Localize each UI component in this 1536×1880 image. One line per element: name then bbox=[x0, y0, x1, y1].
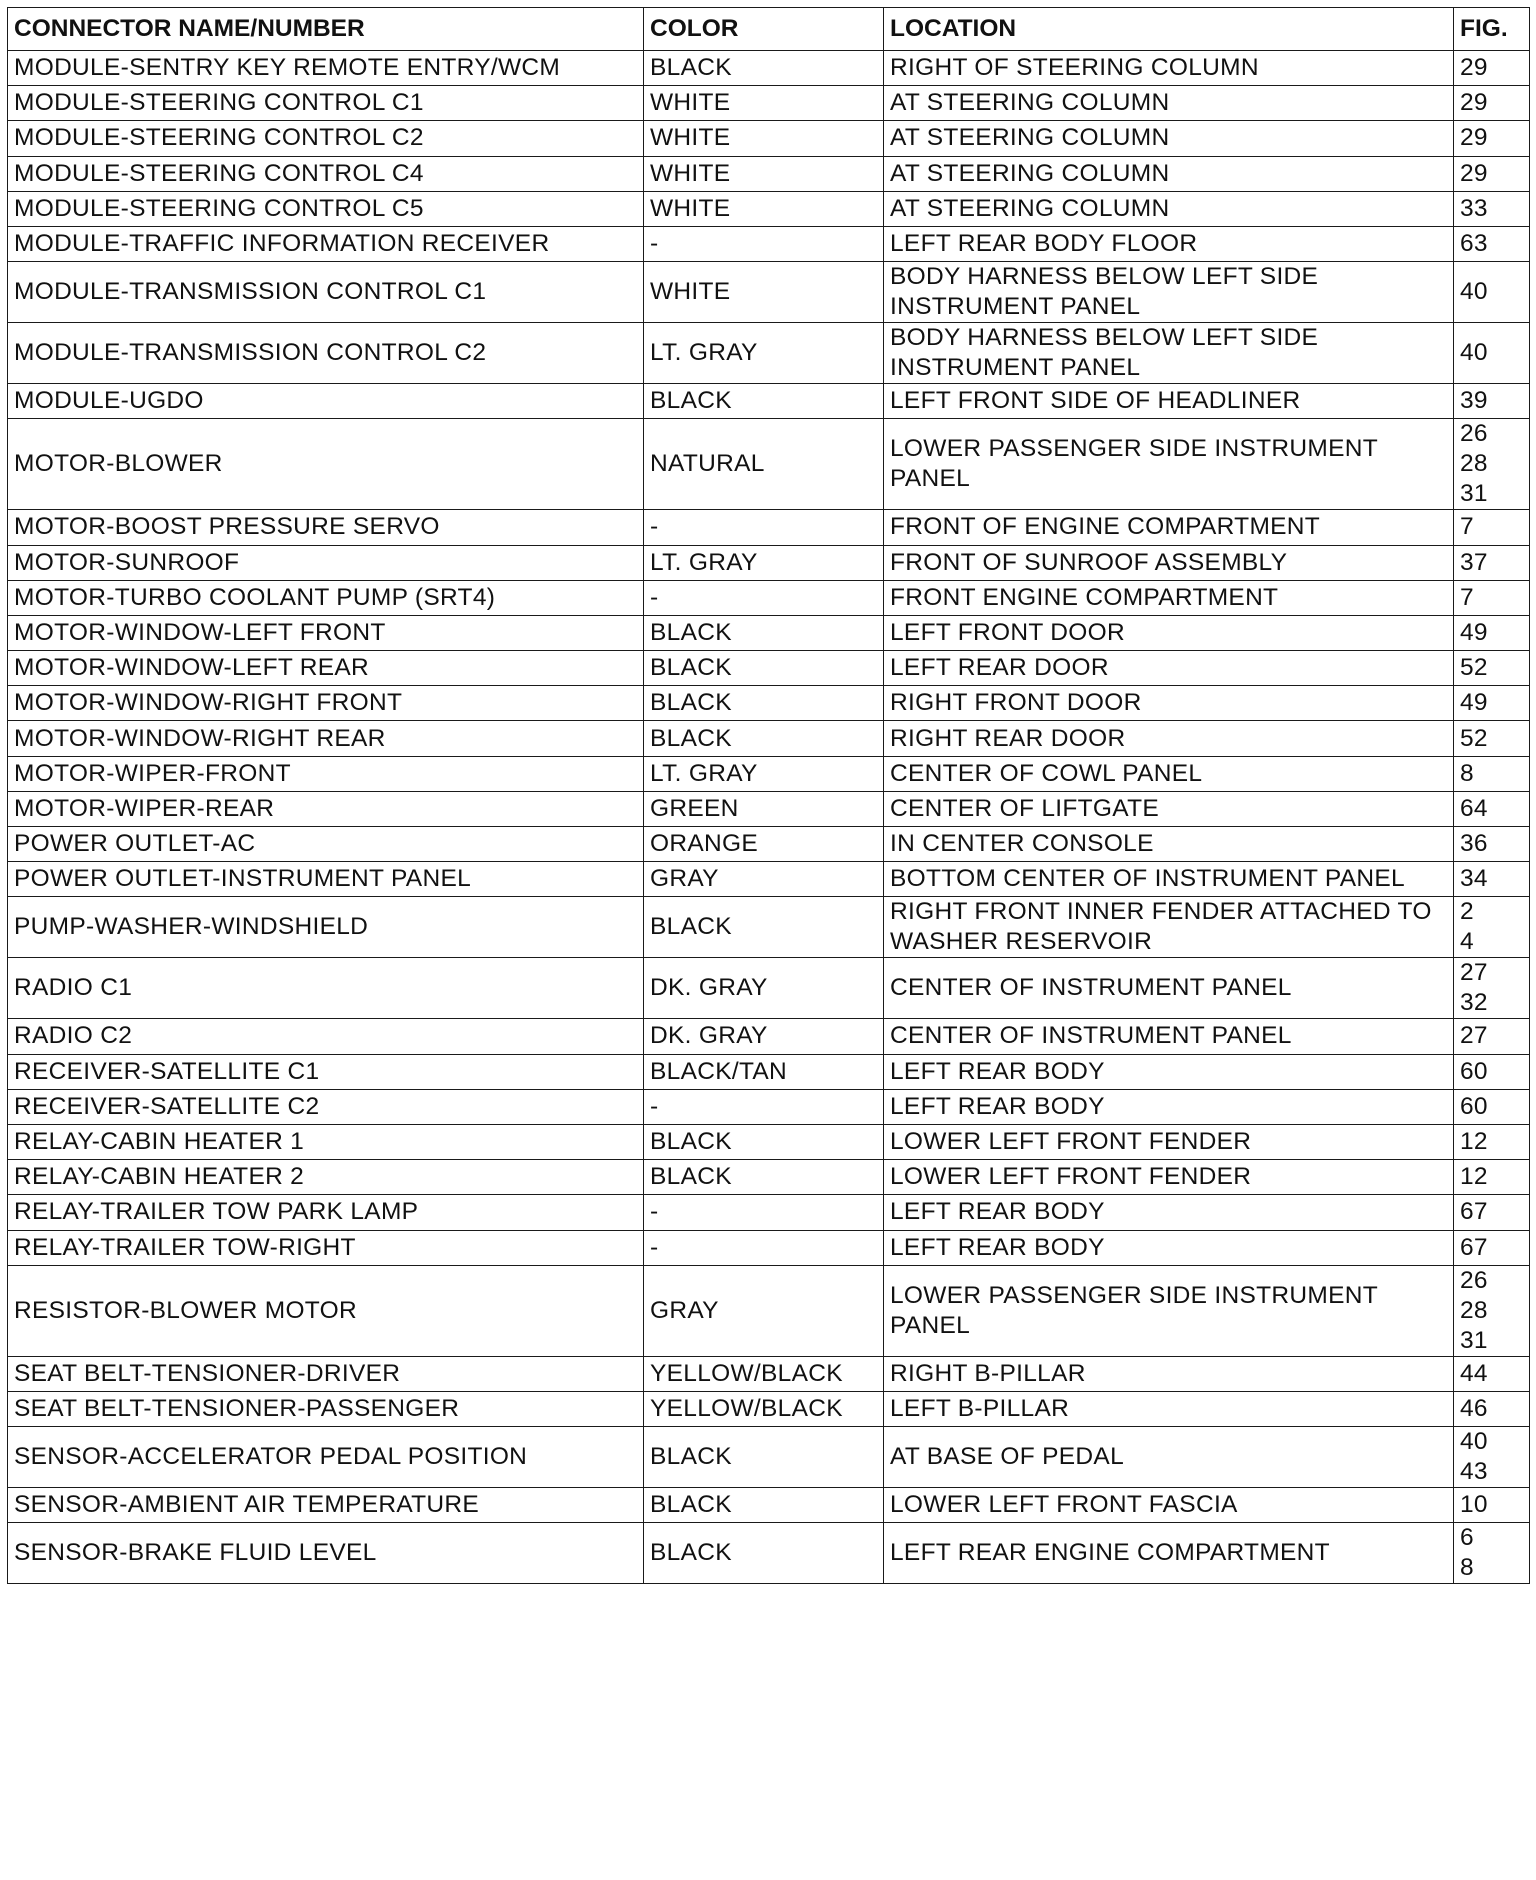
cell-fig bbox=[1454, 615, 1530, 650]
cell-color: LT. GRAY bbox=[644, 323, 884, 384]
fig-number: 33 bbox=[1460, 194, 1488, 222]
cell-fig bbox=[1454, 384, 1530, 419]
cell-connector-name: RELAY-CABIN HEATER 1 bbox=[8, 1124, 644, 1159]
fig-number: 43 bbox=[1460, 1458, 1488, 1486]
cell-location: AT STEERING COLUMN bbox=[884, 121, 1454, 156]
cell-location: IN CENTER CONSOLE bbox=[884, 827, 1454, 862]
cell-location: CENTER OF INSTRUMENT PANEL bbox=[884, 1019, 1454, 1054]
cell-connector-name: POWER OUTLET-AC bbox=[8, 827, 644, 862]
cell-fig bbox=[1454, 86, 1530, 121]
cell-color: BLACK bbox=[644, 1124, 884, 1159]
fig-number: 32 bbox=[1460, 989, 1488, 1017]
cell-location: LEFT FRONT DOOR bbox=[884, 615, 1454, 650]
cell-location: LEFT REAR BODY bbox=[884, 1054, 1454, 1089]
cell-connector-name: MOTOR-WINDOW-LEFT REAR bbox=[8, 651, 644, 686]
cell-location: AT BASE OF PEDAL bbox=[884, 1427, 1454, 1488]
cell-color: - bbox=[644, 510, 884, 545]
fig-number: 39 bbox=[1460, 387, 1488, 415]
cell-color: - bbox=[644, 1230, 884, 1265]
cell-fig bbox=[1454, 545, 1530, 580]
fig-number: 40 bbox=[1460, 339, 1488, 367]
cell-location: RIGHT FRONT DOOR bbox=[884, 686, 1454, 721]
table-row bbox=[8, 226, 1530, 261]
cell-connector-name: MOTOR-WINDOW-RIGHT FRONT bbox=[8, 686, 644, 721]
table-row bbox=[8, 686, 1530, 721]
cell-connector-name: MODULE-STEERING CONTROL C2 bbox=[8, 121, 644, 156]
cell-location: CENTER OF LIFTGATE bbox=[884, 791, 1454, 826]
table-row bbox=[8, 384, 1530, 419]
table-row bbox=[8, 262, 1530, 323]
fig-number: 27 bbox=[1460, 959, 1488, 987]
table-row bbox=[8, 1356, 1530, 1391]
cell-location: LEFT REAR DOOR bbox=[884, 651, 1454, 686]
cell-color: WHITE bbox=[644, 191, 884, 226]
table-row bbox=[8, 615, 1530, 650]
cell-fig bbox=[1454, 51, 1530, 86]
fig-number: 31 bbox=[1460, 1326, 1488, 1354]
cell-fig bbox=[1454, 897, 1530, 958]
cell-color: - bbox=[644, 226, 884, 261]
cell-location: CENTER OF COWL PANEL bbox=[884, 756, 1454, 791]
cell-fig bbox=[1454, 1054, 1530, 1089]
cell-location: LOWER LEFT FRONT FENDER bbox=[884, 1124, 1454, 1159]
table-row bbox=[8, 756, 1530, 791]
cell-connector-name: RECEIVER-SATELLITE C2 bbox=[8, 1089, 644, 1124]
cell-fig bbox=[1454, 721, 1530, 756]
cell-color: BLACK/TAN bbox=[644, 1054, 884, 1089]
table-row bbox=[8, 791, 1530, 826]
cell-connector-name: MOTOR-BOOST PRESSURE SERVO bbox=[8, 510, 644, 545]
cell-color: - bbox=[644, 580, 884, 615]
cell-color: - bbox=[644, 1089, 884, 1124]
fig-number: 28 bbox=[1460, 1296, 1488, 1324]
table-row bbox=[8, 897, 1530, 958]
fig-number: 40 bbox=[1460, 278, 1488, 306]
cell-connector-name: SEAT BELT-TENSIONER-PASSENGER bbox=[8, 1391, 644, 1426]
cell-color: - bbox=[644, 1195, 884, 1230]
fig-number: 2 bbox=[1460, 898, 1474, 926]
cell-connector-name: RELAY-TRAILER TOW PARK LAMP bbox=[8, 1195, 644, 1230]
fig-number: 49 bbox=[1460, 689, 1488, 717]
fig-number: 26 bbox=[1460, 1266, 1488, 1294]
cell-fig bbox=[1454, 1523, 1530, 1584]
cell-color: BLACK bbox=[644, 1523, 884, 1584]
cell-color: BLACK bbox=[644, 51, 884, 86]
cell-location: BOTTOM CENTER OF INSTRUMENT PANEL bbox=[884, 862, 1454, 897]
table-body bbox=[8, 51, 1530, 1584]
fig-number: 49 bbox=[1460, 618, 1488, 646]
cell-location: LOWER LEFT FRONT FENDER bbox=[884, 1160, 1454, 1195]
table-row bbox=[8, 1391, 1530, 1426]
cell-color: BLACK bbox=[644, 686, 884, 721]
table-row bbox=[8, 86, 1530, 121]
table-row bbox=[8, 545, 1530, 580]
cell-fig bbox=[1454, 862, 1530, 897]
cell-location: BODY HARNESS BELOW LEFT SIDE INSTRUMENT PANEL bbox=[884, 323, 1454, 384]
cell-color: BLACK bbox=[644, 651, 884, 686]
fig-number: 46 bbox=[1460, 1394, 1488, 1422]
cell-location: LEFT REAR BODY bbox=[884, 1089, 1454, 1124]
cell-location: RIGHT B-PILLAR bbox=[884, 1356, 1454, 1391]
fig-number: 64 bbox=[1460, 794, 1488, 822]
cell-location: LEFT REAR BODY bbox=[884, 1195, 1454, 1230]
cell-connector-name: MODULE-TRANSMISSION CONTROL C1 bbox=[8, 262, 644, 323]
cell-color: ORANGE bbox=[644, 827, 884, 862]
table-row bbox=[8, 958, 1530, 1019]
cell-connector-name: MODULE-STEERING CONTROL C1 bbox=[8, 86, 644, 121]
table-row bbox=[8, 510, 1530, 545]
cell-location: AT STEERING COLUMN bbox=[884, 156, 1454, 191]
fig-number: 37 bbox=[1460, 548, 1488, 576]
cell-location: LOWER PASSENGER SIDE INSTRUMENT PANEL bbox=[884, 419, 1454, 510]
cell-color: WHITE bbox=[644, 121, 884, 156]
table-row bbox=[8, 1019, 1530, 1054]
fig-number: 29 bbox=[1460, 124, 1488, 152]
fig-number: 63 bbox=[1460, 230, 1488, 258]
table-header-row bbox=[8, 8, 1530, 51]
fig-number: 26 bbox=[1460, 420, 1488, 448]
cell-connector-name: RECEIVER-SATELLITE C1 bbox=[8, 1054, 644, 1089]
cell-color: BLACK bbox=[644, 897, 884, 958]
fig-number: 67 bbox=[1460, 1233, 1488, 1261]
cell-color: BLACK bbox=[644, 1427, 884, 1488]
cell-color: LT. GRAY bbox=[644, 756, 884, 791]
cell-connector-name: MODULE-TRAFFIC INFORMATION RECEIVER bbox=[8, 226, 644, 261]
cell-color: GREEN bbox=[644, 791, 884, 826]
cell-fig bbox=[1454, 1124, 1530, 1159]
cell-fig bbox=[1454, 1019, 1530, 1054]
cell-connector-name: MODULE-STEERING CONTROL C5 bbox=[8, 191, 644, 226]
cell-fig bbox=[1454, 510, 1530, 545]
fig-number: 29 bbox=[1460, 159, 1488, 187]
cell-connector-name: MODULE-UGDO bbox=[8, 384, 644, 419]
fig-number: 67 bbox=[1460, 1198, 1488, 1226]
table-row bbox=[8, 1054, 1530, 1089]
cell-connector-name: MODULE-SENTRY KEY REMOTE ENTRY/WCM bbox=[8, 51, 644, 86]
cell-location: LEFT FRONT SIDE OF HEADLINER bbox=[884, 384, 1454, 419]
header-fig: FIG. bbox=[1454, 8, 1530, 51]
cell-connector-name: POWER OUTLET-INSTRUMENT PANEL bbox=[8, 862, 644, 897]
cell-fig bbox=[1454, 827, 1530, 862]
cell-connector-name: SENSOR-ACCELERATOR PEDAL POSITION bbox=[8, 1427, 644, 1488]
cell-location: FRONT OF ENGINE COMPARTMENT bbox=[884, 510, 1454, 545]
cell-color: BLACK bbox=[644, 384, 884, 419]
cell-connector-name: MODULE-TRANSMISSION CONTROL C2 bbox=[8, 323, 644, 384]
fig-number: 29 bbox=[1460, 54, 1488, 82]
fig-number: 4 bbox=[1460, 928, 1474, 956]
cell-fig bbox=[1454, 958, 1530, 1019]
fig-number: 60 bbox=[1460, 1092, 1488, 1120]
cell-color: DK. GRAY bbox=[644, 1019, 884, 1054]
cell-location: LEFT REAR BODY bbox=[884, 1230, 1454, 1265]
cell-location: FRONT OF SUNROOF ASSEMBLY bbox=[884, 545, 1454, 580]
table-row bbox=[8, 1523, 1530, 1584]
cell-connector-name: MODULE-STEERING CONTROL C4 bbox=[8, 156, 644, 191]
cell-color: LT. GRAY bbox=[644, 545, 884, 580]
cell-color: BLACK bbox=[644, 1160, 884, 1195]
cell-color: WHITE bbox=[644, 86, 884, 121]
fig-number: 52 bbox=[1460, 724, 1488, 752]
cell-connector-name: PUMP-WASHER-WINDSHIELD bbox=[8, 897, 644, 958]
cell-fig bbox=[1454, 226, 1530, 261]
cell-fig bbox=[1454, 1427, 1530, 1488]
cell-location: RIGHT FRONT INNER FENDER ATTACHED TO WASHER RESERVOIR bbox=[884, 897, 1454, 958]
fig-number: 28 bbox=[1460, 450, 1488, 478]
cell-color: YELLOW/BLACK bbox=[644, 1391, 884, 1426]
cell-fig bbox=[1454, 756, 1530, 791]
cell-location: FRONT ENGINE COMPARTMENT bbox=[884, 580, 1454, 615]
connector-table-page bbox=[7, 7, 1529, 1584]
table-row bbox=[8, 323, 1530, 384]
cell-connector-name: SEAT BELT-TENSIONER-DRIVER bbox=[8, 1356, 644, 1391]
cell-connector-name: SENSOR-AMBIENT AIR TEMPERATURE bbox=[8, 1488, 644, 1523]
fig-number: 52 bbox=[1460, 654, 1488, 682]
cell-fig bbox=[1454, 121, 1530, 156]
fig-number: 8 bbox=[1460, 759, 1474, 787]
fig-number: 31 bbox=[1460, 480, 1488, 508]
cell-fig bbox=[1454, 1195, 1530, 1230]
cell-connector-name: MOTOR-WINDOW-LEFT FRONT bbox=[8, 615, 644, 650]
table-row bbox=[8, 862, 1530, 897]
fig-number: 10 bbox=[1460, 1491, 1488, 1519]
cell-fig bbox=[1454, 419, 1530, 510]
fig-number: 7 bbox=[1460, 513, 1474, 541]
cell-fig bbox=[1454, 1230, 1530, 1265]
cell-connector-name: RELAY-CABIN HEATER 2 bbox=[8, 1160, 644, 1195]
cell-fig bbox=[1454, 156, 1530, 191]
fig-number: 36 bbox=[1460, 830, 1488, 858]
cell-color: NATURAL bbox=[644, 419, 884, 510]
table-row bbox=[8, 580, 1530, 615]
cell-fig bbox=[1454, 1391, 1530, 1426]
cell-location: LEFT REAR BODY FLOOR bbox=[884, 226, 1454, 261]
cell-fig bbox=[1454, 1356, 1530, 1391]
cell-connector-name: MOTOR-TURBO COOLANT PUMP (SRT4) bbox=[8, 580, 644, 615]
cell-color: GRAY bbox=[644, 1265, 884, 1356]
cell-fig bbox=[1454, 262, 1530, 323]
cell-connector-name: SENSOR-BRAKE FLUID LEVEL bbox=[8, 1523, 644, 1584]
table-row bbox=[8, 419, 1530, 510]
cell-color: BLACK bbox=[644, 615, 884, 650]
table-row bbox=[8, 1124, 1530, 1159]
fig-number: 44 bbox=[1460, 1359, 1488, 1387]
table-row bbox=[8, 827, 1530, 862]
table-row bbox=[8, 121, 1530, 156]
cell-connector-name: RADIO C1 bbox=[8, 958, 644, 1019]
fig-number: 12 bbox=[1460, 1163, 1488, 1191]
cell-fig bbox=[1454, 580, 1530, 615]
cell-location: CENTER OF INSTRUMENT PANEL bbox=[884, 958, 1454, 1019]
fig-number: 34 bbox=[1460, 865, 1488, 893]
cell-location: LEFT REAR ENGINE COMPARTMENT bbox=[884, 1523, 1454, 1584]
cell-connector-name: RELAY-TRAILER TOW-RIGHT bbox=[8, 1230, 644, 1265]
cell-location: AT STEERING COLUMN bbox=[884, 191, 1454, 226]
cell-connector-name: RESISTOR-BLOWER MOTOR bbox=[8, 1265, 644, 1356]
cell-fig bbox=[1454, 1089, 1530, 1124]
cell-fig bbox=[1454, 1265, 1530, 1356]
cell-location: AT STEERING COLUMN bbox=[884, 86, 1454, 121]
connector-table bbox=[7, 7, 1530, 1584]
cell-location: BODY HARNESS BELOW LEFT SIDE INSTRUMENT PANEL bbox=[884, 262, 1454, 323]
fig-number: 40 bbox=[1460, 1428, 1488, 1456]
cell-connector-name: MOTOR-WIPER-FRONT bbox=[8, 756, 644, 791]
cell-connector-name: MOTOR-WIPER-REAR bbox=[8, 791, 644, 826]
table-row bbox=[8, 51, 1530, 86]
fig-number: 27 bbox=[1460, 1022, 1488, 1050]
table-row bbox=[8, 156, 1530, 191]
cell-color: GRAY bbox=[644, 862, 884, 897]
cell-color: BLACK bbox=[644, 1488, 884, 1523]
table-row bbox=[8, 1488, 1530, 1523]
cell-fig bbox=[1454, 791, 1530, 826]
header-color: COLOR bbox=[644, 8, 884, 51]
fig-number: 29 bbox=[1460, 89, 1488, 117]
table-row bbox=[8, 1427, 1530, 1488]
fig-number: 7 bbox=[1460, 583, 1474, 611]
table-row bbox=[8, 651, 1530, 686]
cell-fig bbox=[1454, 1488, 1530, 1523]
fig-number: 12 bbox=[1460, 1128, 1488, 1156]
cell-connector-name: MOTOR-SUNROOF bbox=[8, 545, 644, 580]
table-row bbox=[8, 1230, 1530, 1265]
table-row bbox=[8, 1265, 1530, 1356]
cell-fig bbox=[1454, 191, 1530, 226]
cell-connector-name: MOTOR-WINDOW-RIGHT REAR bbox=[8, 721, 644, 756]
cell-location: LEFT B-PILLAR bbox=[884, 1391, 1454, 1426]
cell-color: DK. GRAY bbox=[644, 958, 884, 1019]
cell-location: RIGHT REAR DOOR bbox=[884, 721, 1454, 756]
cell-location: RIGHT OF STEERING COLUMN bbox=[884, 51, 1454, 86]
cell-connector-name: RADIO C2 bbox=[8, 1019, 644, 1054]
fig-number: 8 bbox=[1460, 1554, 1474, 1582]
cell-fig bbox=[1454, 1160, 1530, 1195]
cell-color: BLACK bbox=[644, 721, 884, 756]
header-location: LOCATION bbox=[884, 8, 1454, 51]
fig-number: 6 bbox=[1460, 1524, 1474, 1552]
table-row bbox=[8, 1160, 1530, 1195]
table-row bbox=[8, 191, 1530, 226]
fig-number: 60 bbox=[1460, 1057, 1488, 1085]
cell-color: YELLOW/BLACK bbox=[644, 1356, 884, 1391]
cell-fig bbox=[1454, 651, 1530, 686]
cell-location: LOWER LEFT FRONT FASCIA bbox=[884, 1488, 1454, 1523]
cell-fig bbox=[1454, 686, 1530, 721]
header-connector-name: CONNECTOR NAME/NUMBER bbox=[8, 8, 644, 51]
cell-location: LOWER PASSENGER SIDE INSTRUMENT PANEL bbox=[884, 1265, 1454, 1356]
table-row bbox=[8, 1089, 1530, 1124]
cell-fig bbox=[1454, 323, 1530, 384]
cell-color: WHITE bbox=[644, 262, 884, 323]
cell-connector-name: MOTOR-BLOWER bbox=[8, 419, 644, 510]
cell-color: WHITE bbox=[644, 156, 884, 191]
table-row bbox=[8, 1195, 1530, 1230]
table-row bbox=[8, 721, 1530, 756]
